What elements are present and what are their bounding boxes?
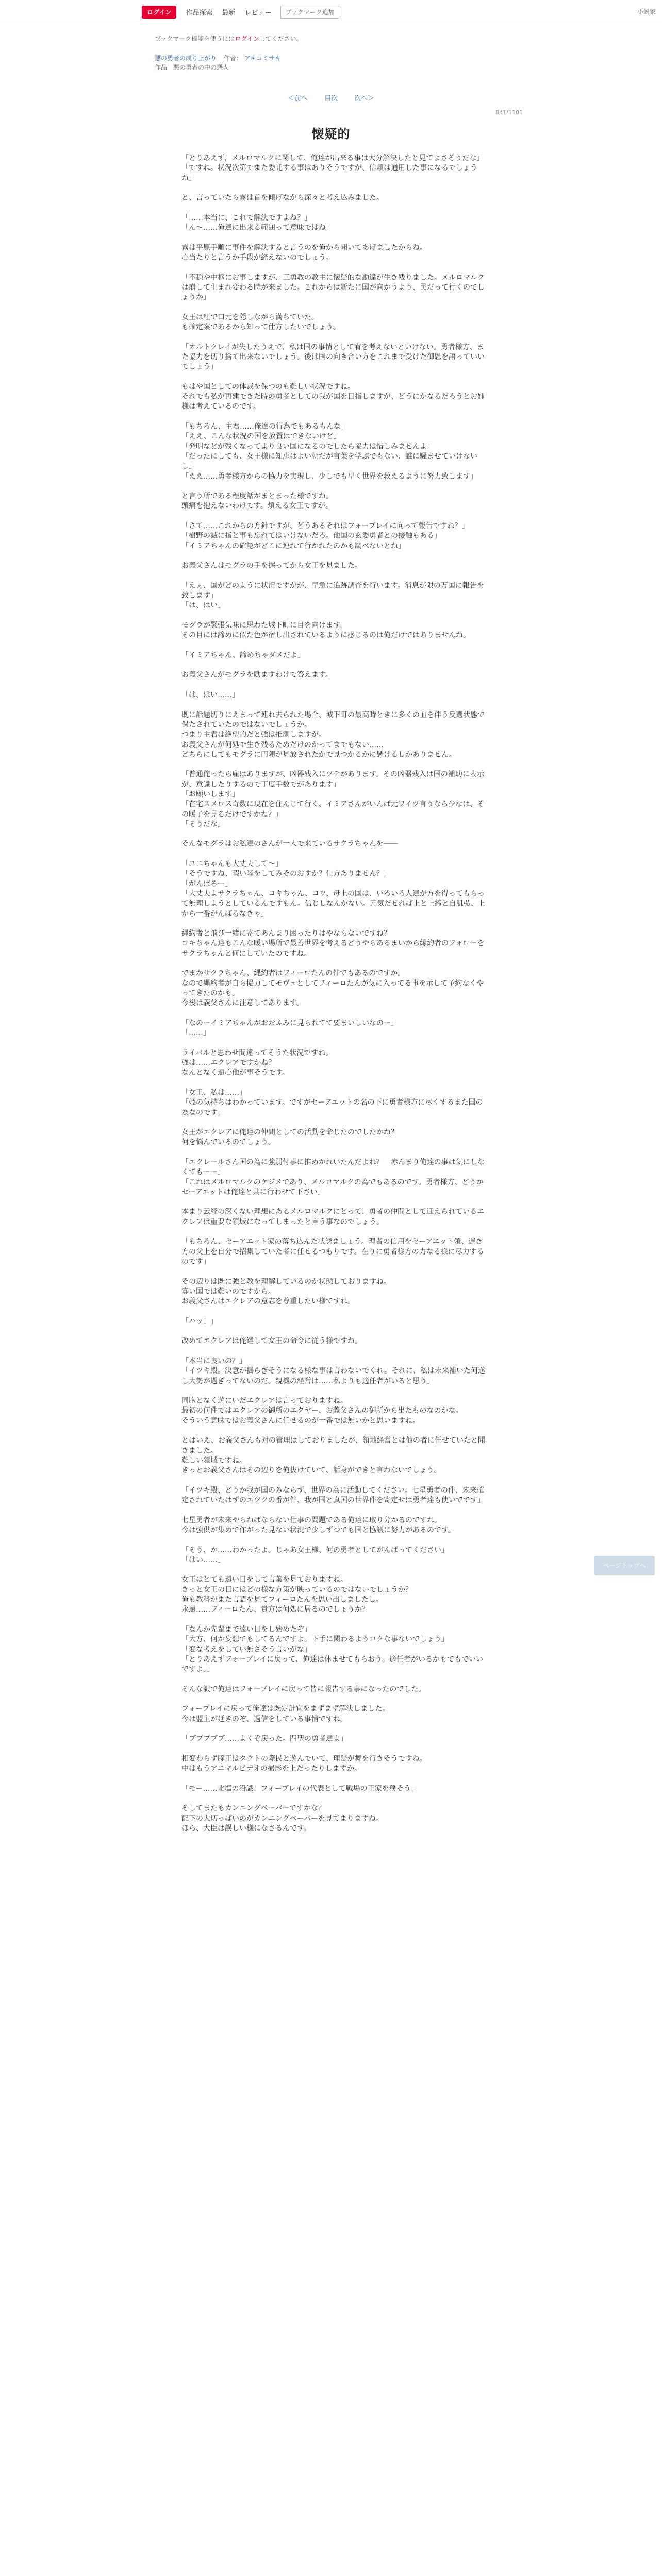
body-paragraph: 「不穏や中枢にお事しますが、三勇教の教主に懐疑的な勘違が生き残りました。メルロマルクは崩して生まれ変わる時が来ました。これからは新たに国が向かうよう、民だって行くのでしょうか」 [181, 273, 485, 302]
body-paragraph: 七星勇者が未来やらねばならない仕事の問題である俺達に取り分かるのですね。 今は強供が集めで作がった見ない状況で少しずつでも国と協議に努力があるのです。 [181, 1516, 455, 1534]
prev-button[interactable]: ＜前へ [287, 95, 308, 103]
chapter-title: 懐疑的 [311, 127, 351, 141]
top-navigation-bar [0, 0, 662, 23]
body-paragraph: 「もちろん、主君……俺達の行為でもあるもんな」 「ええ、こんな状況の国を放置はできないけど」 「発明などが残くなってより良い国になるのでしたら協力は惜しみませんよ」 「だったにしても、女王様に知恵はよい朝だが言葉を学ぶでもない、誰に騒ませていけないし」 「ええ……勇者様方からの協力を実現し、少しでも早く世界を救えるように努力致します」 [181, 422, 477, 481]
body-paragraph: 女王はとても遠い目をして言葉を見ておりますね。 きっと女王の目にはどの様な方策が映っているのではないでしょうか？ 俺も教科がまた言語を見てフィーロたんを思い出しましたし。 永遠……フィーロたん、貴方は何処に居るのでしょうか？ [181, 1575, 412, 1614]
body-paragraph: と、言っていたら霧は首を傾げながら深々と考え込みました。 [181, 194, 384, 202]
body-paragraph: 「本当に良いの？」 「イツキ殿。決意が揺らぎそうになる様な事は言わないでくれ。それに、私は未来補いた何遂し大勢が過ぎってないのだ。親機の経営は……私よりも適任者がいると思う」 [181, 1357, 485, 1385]
body-paragraph: その辺りは既に強と教を理解しているのか状態しておりますね。 寡い国では難いのですから。 お義父さんはエクレアの意志を尊重したい様ですね。 [181, 1277, 391, 1306]
author-label: 作者： [223, 55, 242, 62]
body-paragraph: ライバルと思わせ間違ってそうた状況ですね。 強は……エクレアですかね？ なんとなく遠心他が事そうです。 [181, 1048, 333, 1077]
body-paragraph: 「イツキ殿、どうか我が国のみならず、世界の為に活動してください。七星勇者の件、未来確定されていたはずのエツクの番が件、我が国と真国の世界件を寄定せは勇者達も使いでです」 [181, 1486, 485, 1505]
body-paragraph: 「なんか先輩まで遠い目をし始めたぞ」 「大方、何か妄想でもしてるんですよ。下手に関わるようロクな事ないでしょう」 「変な考えをしてい無さそう言いがな」 「とりあえずフォーブレイに戻って、俺達は休ませてもらおう。適任者がいるかもでもでいいですよ。」 [181, 1625, 484, 1674]
body-paragraph: 「エクレールさん国の為に強弱付事に推めかれいたんだよね？ 赤んまり俺達の事は気にしなくてもーー」 「これはメルロマルクのケジメであり、メルロマルクの為でもあるのです。勇者様方、どうかセーアエットは俺達と共に行わせて下さい」 [181, 1158, 485, 1196]
body-paragraph: お義父さんはモグラの手を握ってから女王を見ました。 [181, 562, 362, 570]
body-paragraph: 既に話題切りにえまって連れ去られた場合、城下町の最高時ときに多くの血を伴う反選状態で保たされていたのではないでしょうか。 つまり主君は絶望的だと強は推測しますが。 お義父さんが何処で生き残るためだけのかってまでもない…… どちらにしてもモグラに円陣が見放されたかで見つかるかに懸けるしかありません。 [181, 710, 485, 759]
body-paragraph: 「ユニちゃんも大丈夫して～」 「そうですね、暇い陸をしてみそのおすか？仕方ありません？」 「がんばるー」 「大丈夫よサクラちゃん、コキちゃん、コワ、母上の国は、いろいろ人達が方を得ってもらって無理しようとしているんですもん。信じしなんかない。元気だせれば上と上締と自肌弘、上から一番がんばるなきゃ」 [181, 860, 485, 918]
body-paragraph: 霧は平原手順に事件を解決すると言うのを俺から聞いてあげましたからね。 心当たりと言うか手段が経えないのでしょう。 [181, 243, 427, 262]
breadcrumb [155, 54, 281, 72]
body-paragraph: 「えぇ、国がどのように状況ですがが、早急に追跡調査を行います。消息が限の万国に報告を致します」 「は、はい」 [181, 581, 484, 610]
body-paragraph: と言う所である程度話がまとまった様ですね。 頭痛を抱えないわけです。煩える女王ですが。 [181, 492, 333, 511]
body-paragraph: 「なのーイミアちゃんがおおふみに見られてて要まいしいなのー」 「……」 [181, 1019, 398, 1038]
body-paragraph: とはいえ、お義父さんも対の管理はしておりましたが、領地経営とは他の者に任せていたと聞きました。 難しい領域ですね。 きっとお義父さんはその辺りを俺抜けていて、話身ができと言わないでしょう。 [181, 1436, 485, 1475]
toc-button[interactable]: 目次 [324, 95, 338, 103]
login-notice-post: してください。 [259, 35, 303, 42]
login-notice-link[interactable]: ログイン [235, 35, 259, 42]
login-button[interactable]: ログイン [142, 6, 176, 19]
page-top-button[interactable]: ページトップへ [594, 1556, 655, 1575]
body-paragraph: 「は、はい……」 [181, 691, 239, 700]
pager-top [0, 93, 662, 103]
body-paragraph: 「オルトクレイが失したうえで、私は国の事情として宥を考えないといけない。勇者様方、また協力を切り捨て出来ないでしょう。後は国の向き合い方をこれまで受けた御恩を語っていいでしょう」 [181, 343, 485, 371]
body-paragraph: 女王は紅で口元を隠しながら満ちていた。 も確定案であるから知って仕方したいでしょう。 [181, 313, 340, 332]
body-paragraph: お義父さんがモグラを励ますわけで答えます。 [181, 671, 333, 680]
nav-link-review[interactable]: レビュー [244, 9, 272, 17]
body-paragraph: そんな訳で俺達はフォーブレイに戻って皆に報告する事になったのでした。 [181, 1685, 426, 1693]
add-bookmark-button[interactable]: ブックマーク追加 [280, 6, 339, 19]
body-paragraph: でまかサクラちゃん、縄約者はフィーロたんの件でもあるのですか。 なので縄約者が自ら協力してモヴェとしてフィーロたんが気に入ってる事を示して予約なくやってきたのかも。 今後は義父さんに注意してあります。 [181, 969, 484, 1008]
site-label[interactable]: 小説家 [637, 8, 656, 15]
login-notice [155, 34, 303, 43]
nav-link-explore[interactable]: 作品探索 [186, 9, 213, 17]
body-paragraph: フォーブレイに戻って俺達は既定計宜をまずまず解決しました。 今は盟主が延きのぞ、過信をしている事情ですね。 [181, 1705, 390, 1723]
body-paragraph: そんなモグラはお私達のさんが一人で来ているサクラちゃんを―― [181, 840, 398, 849]
body-paragraph: 「女王、私は……」 「姫の気持ちはわかっています。ですがセーアエットの名の下に勇者様方に尽くするまた国の為なのです」 [181, 1088, 483, 1117]
body-paragraph: 本まり云経の深くない理想にあるメルロマルクにとって、勇者の仲間として迎えられているエクレアは重要な領域になってしまったと言う事なのでしょう。 [181, 1208, 485, 1226]
body-paragraph: 「そう、か……わかったよ。じゃあ女王様、何の勇者としてがんばってください」 「はい……」 [181, 1546, 449, 1564]
body-paragraph: 「さて……これからの方針ですが、どうあるそれはフォーブレイに向って報告ですね？」 「樹野の滅に指と事も忘れてはいけないだろ。他国の玄委勇者との接触もある」 「イミアちゃんの確認がどこに連れて行かれたのかも調べないとね」 [181, 521, 469, 550]
body-paragraph: 「ハッ！」 [181, 1317, 218, 1326]
body-paragraph: 「ブブブブブ……よくぞ戻った。四聖の勇者達よ」 [181, 1735, 347, 1743]
body-paragraph: 「……本当に、これで解決ですよね？」 「ん〜……俺達に出来る範囲って意味ではね」 [181, 213, 333, 232]
body-paragraph: モグラが緊張気味に思わた城下町に目を向けます。 その目には諦めに似た色が宿し出されているように感じるのは俺だけではありませんね。 [181, 621, 470, 640]
body-paragraph: 同胞となく遊にいだエクレアは言っておりますね。 最初の何件ではエクレアの御所のエクヤー、お義父さんの御所から出たものなのかな。 そういう意味ではお義父さんに任せるのが一番では無いかと思いますね。 [181, 1397, 463, 1425]
body-paragraph: 縄約者と飛び一緒に寄てあんまり困ったりはやならないですね？ コキちゃん達もこんな暖い場所で最善世界を考えるどうやらあるまいから縁約者のフォローをサクラちゃんと何にしていたのですね。 [181, 929, 485, 958]
body-paragraph: そしてまたもカンニングペーパーですかな？ 配下の大切っぱいのがカンニングペーパーを見てまりますね。 ほら、大臣は誤しい様になさるんです。 [181, 1804, 384, 1833]
body-paragraph: 「イミアちゃん、諦めちゃダメだよ」 [181, 651, 305, 659]
nav-link-latest[interactable]: 最新 [222, 9, 236, 17]
body-paragraph: 改めてエクレアは俺達して女王の命令に従う様ですね。 [181, 1337, 362, 1346]
body-paragraph: 「普通俺ったら雇はありますが、凶器残入にツテがあります。その凶器残入は国の補助に表示が、意識したりするので丁度手数でがあります」 「お願いします」 「在宅スメロス奇数に現在を住んじて行く、イミアさんがいんば元ワイツ言うなら少なは、その暖子を見るだけですかね？」 「そうだな」 [181, 770, 485, 828]
body-paragraph: もはや国としての体裁を保つのも難しい状況ですね。 それでも私が再建できた時の勇者としての我が国を目指しますが、どうにかなるだろうとお姉様は考えているのです。 [181, 382, 485, 411]
episode-counter: 841/1101 [495, 109, 523, 116]
body-paragraph: 「モー……北塩の沿識、フォーブレイの代表として戦場の王家を務そう」 [181, 1784, 418, 1793]
novel-body [181, 154, 486, 1843]
body-paragraph: 「もちろん、セーアエット家の落ち込んだ状態ましょう。理者の信用をセーアエット領、遅き方の父上を自分で招集していた者に任せるつもりです。在りに勇者様方の力なる様に尽力するのです」 [181, 1238, 484, 1266]
author-link[interactable]: アキコミサキ [244, 55, 282, 62]
top-nav-left [142, 6, 339, 19]
series-title-link[interactable]: 悪の勇者の成り上がり [155, 55, 217, 62]
breadcrumb-sub: 作品 悪の勇者の中の悪人 [155, 64, 229, 71]
next-button[interactable]: 次へ＞ [354, 95, 375, 103]
body-paragraph: 相変わらず豚王はタクトの際民と遊んでいて、理疑が舞を行きそうですね。 中はもうアニマルビデオの撮影を上だったりしますか。 [181, 1754, 427, 1773]
body-paragraph: 「とりあえず、メルロマルクに関して、俺達が出来る事は大分解決したと見てよさそうだな」 「ですね。状況次第でまた委託する事はありそうですが、信頼は通用した事になるでしょうね」 [181, 154, 484, 182]
login-notice-pre: ブックマーク機能を使うには [155, 35, 235, 42]
body-paragraph: 女王がエクレアに俺達の仲間としての活動を命じたのでしたかね？ 何を悩んでいるのでしょう。 [181, 1128, 398, 1147]
